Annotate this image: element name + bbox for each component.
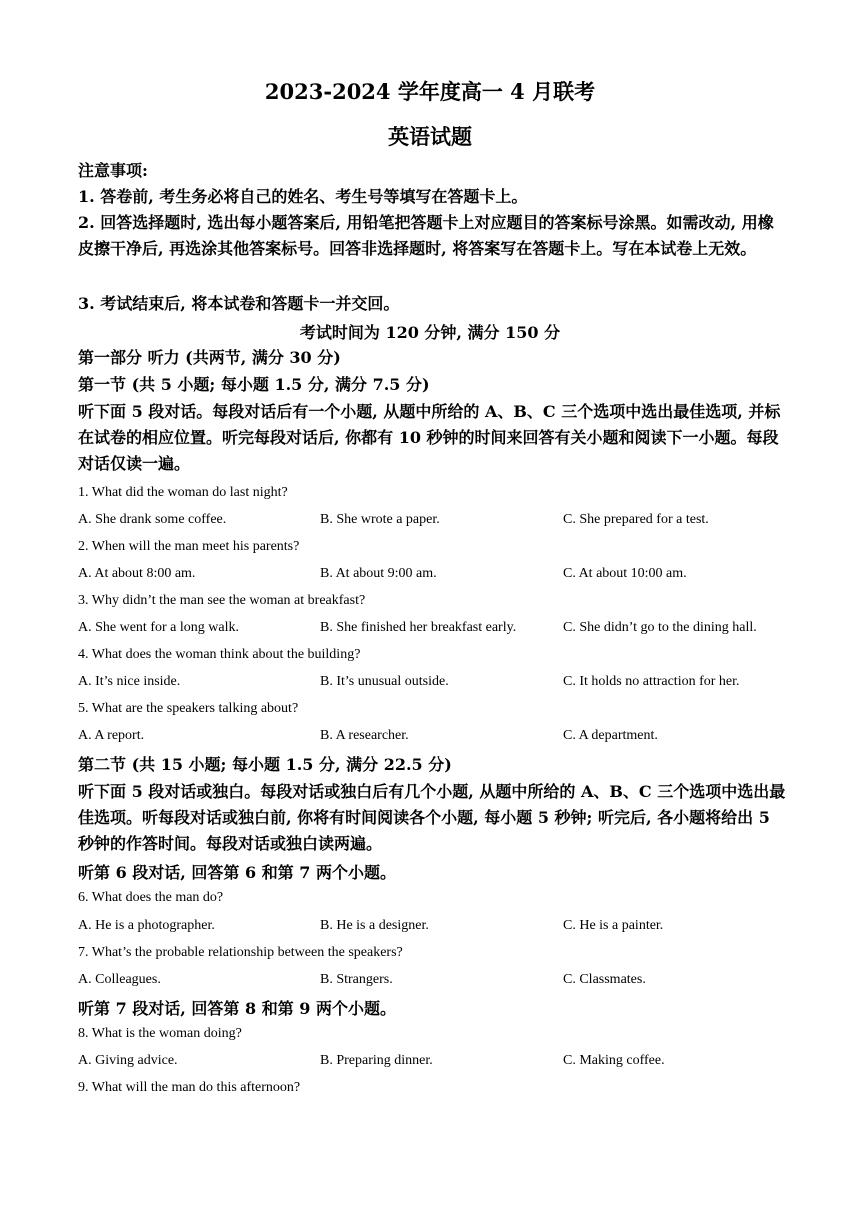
q7-option-b: B. Strangers. — [320, 972, 393, 987]
question-5: 5. What are the speakers talking about? — [78, 701, 299, 716]
q8-option-c: C. Making coffee. — [563, 1053, 665, 1068]
note-item-1: 1. 答卷前, 考生务必将自己的姓名、考生号等填写在答题卡上。 — [78, 187, 528, 206]
section2-heading: 第二节 (共 15 小题; 每小题 1.5 分, 满分 22.5 分) — [78, 755, 452, 774]
q4-option-a: A. It’s nice inside. — [78, 674, 181, 689]
question-3: 3. Why didn’t the man see the woman at breakfast? — [78, 593, 366, 608]
q4-option-b: B. It’s unusual outside. — [320, 674, 449, 689]
notes-heading: 注意事项: — [78, 161, 148, 180]
q6-option-a: A. He is a photographer. — [78, 918, 215, 933]
note-item-2: 2. 回答选择题时, 选出每小题答案后, 用铅笔把答题卡上对应题目的答案标号涂黑。如需改动, 用橡皮擦干净后, 再选涂其他答案标号。回答非选择题时, 将答案写在答题卡上。写在本试卷上无效。 — [78, 213, 774, 258]
q2-option-c: C. At about 10:00 am. — [563, 566, 687, 581]
part1-heading: 第一部分 听力 (共两节, 满分 30 分) — [78, 348, 341, 367]
q2-option-b: B. At about 9:00 am. — [320, 566, 437, 581]
q7-option-a: A. Colleagues. — [78, 972, 161, 987]
q3-option-a: A. She went for a long walk. — [78, 620, 239, 635]
q3-option-c: C. She didn’t go to the dining hall. — [563, 620, 757, 635]
q7-option-c: C. Classmates. — [563, 972, 646, 987]
question-7: 7. What’s the probable relationship between the speakers? — [78, 945, 403, 960]
question-2: 2. When will the man meet his parents? — [78, 539, 300, 554]
q1-option-c: C. She prepared for a test. — [563, 512, 709, 527]
question-1: 1. What did the woman do last night? — [78, 485, 288, 500]
q5-option-c: C. A department. — [563, 728, 658, 743]
exam-info: 考试时间为 120 分钟, 满分 150 分 — [299, 323, 561, 342]
q8-option-a: A. Giving advice. — [78, 1053, 178, 1068]
section1-instruction: 听下面 5 段对话。每段对话后有一个小题, 从题中所给的 A、B、C 三个选项中选出最佳选项, 并标在试卷的相应位置。听完每段对话后, 你都有 10 秒钟的时间来回答有关小题和阅读下一小题。每段对话仅读一遍。 — [78, 402, 781, 473]
section1-heading: 第一节 (共 5 小题; 每小题 1.5 分, 满分 7.5 分) — [78, 375, 430, 394]
q5-option-a: A. A report. — [78, 728, 145, 743]
question-4: 4. What does the woman think about the building? — [78, 647, 361, 662]
note-item-3: 3. 考试结束后, 将本试卷和答题卡一并交回。 — [78, 294, 400, 313]
page-subtitle: 英语试题 — [388, 124, 472, 149]
q8-option-b: B. Preparing dinner. — [320, 1053, 433, 1068]
q3-option-b: B. She finished her breakfast early. — [320, 620, 517, 635]
question-6: 6. What does the man do? — [78, 890, 224, 905]
q6-option-c: C. He is a painter. — [563, 918, 664, 933]
dialog6-instruction: 听第 6 段对话, 回答第 6 和第 7 两个小题。 — [78, 863, 396, 882]
q4-option-c: C. It holds no attraction for her. — [563, 674, 740, 689]
q1-option-b: B. She wrote a paper. — [320, 512, 440, 527]
q1-option-a: A. She drank some coffee. — [78, 512, 227, 527]
section2-instruction: 听下面 5 段对话或独白。每段对话或独白后有几个小题, 从题中所给的 A、B、C 三个选项中选出最佳选项。听每段对话或独白前, 你将有时间阅读各个小题, 每小题 5 秒钟; 听完后, 各小题将给出 5 秒钟的作答时间。每段对话或独白读两遍。 — [78, 782, 786, 853]
q5-option-b: B. A researcher. — [320, 728, 409, 743]
q6-option-b: B. He is a designer. — [320, 918, 429, 933]
page-title: 2023-2024 学年度高一 4 月联考 — [264, 79, 596, 104]
q2-option-a: A. At about 8:00 am. — [78, 566, 196, 581]
question-8: 8. What is the woman doing? — [78, 1026, 242, 1041]
dialog7-instruction: 听第 7 段对话, 回答第 8 和第 9 两个小题。 — [78, 999, 396, 1018]
question-9: 9. What will the man do this afternoon? — [78, 1080, 301, 1095]
